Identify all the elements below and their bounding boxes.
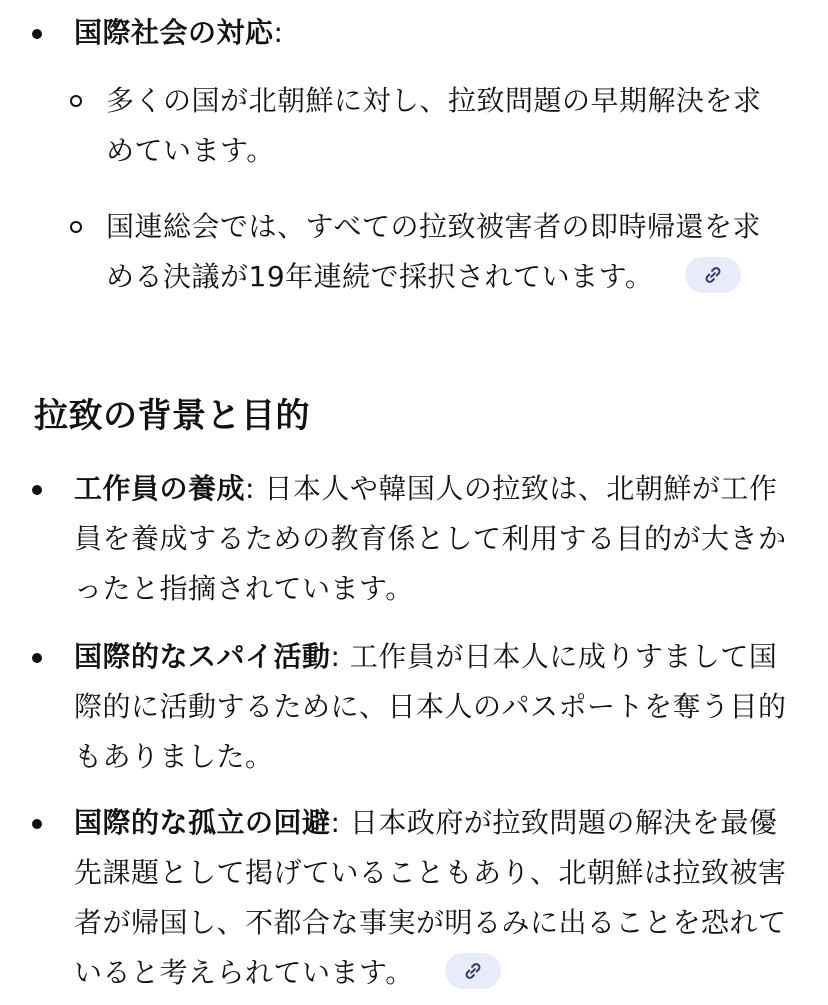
citation-button[interactable]	[685, 257, 741, 293]
sub-list-item	[106, 202, 788, 302]
list-item	[74, 632, 798, 782]
bullet-separator: :	[245, 472, 265, 505]
link-icon	[702, 264, 724, 286]
list-item	[74, 464, 798, 614]
sub-item-text: 国連総会では、すべての拉致被害者の即時帰還を求める決議が19年連続で採択されています。	[106, 210, 761, 293]
bullet-text: 日本人や韓国人の拉致は、北朝鮮が工作員を養成するための教育係として利用する目的が大きかったと指摘されています。	[74, 472, 787, 605]
bullet-separator: :	[330, 640, 350, 673]
sub-bullet-circle	[70, 221, 82, 233]
sub-list-item	[106, 76, 788, 176]
bullet-dot	[32, 29, 42, 39]
bullet-title: 工作員の養成	[74, 472, 246, 505]
bullet-title: 国際社会の対応	[74, 16, 274, 49]
section-heading: 拉致の背景と目的	[34, 396, 310, 436]
list-item-international-response	[74, 8, 798, 58]
bullet-title: 国際的なスパイ活動	[74, 640, 331, 673]
sub-item-text: 多くの国が北朝鮮に対し、拉致問題の早期解決を求めています。	[106, 84, 762, 167]
list-item	[74, 798, 798, 998]
bullet-text: 日本政府が拉致問題の解決を最優先課題として掲げていることもあり、北朝鮮は拉致被害者が帰国し、不都合な事実が明るみに出ることを恐れていると考えられています。	[74, 806, 787, 989]
bullet-dot	[32, 485, 42, 495]
bullet-separator: :	[330, 806, 350, 839]
bullet-separator: :	[273, 16, 284, 49]
citation-button[interactable]	[445, 953, 501, 989]
link-icon	[462, 960, 484, 982]
sub-bullet-circle	[70, 95, 82, 107]
bullet-dot	[32, 653, 42, 663]
bullet-text: 工作員が日本人に成りすまして国際的に活動するために、日本人のパスポートを奪う目的もありました。	[74, 640, 787, 773]
bullet-dot	[32, 819, 42, 829]
bullet-title: 国際的な孤立の回避	[74, 806, 331, 839]
